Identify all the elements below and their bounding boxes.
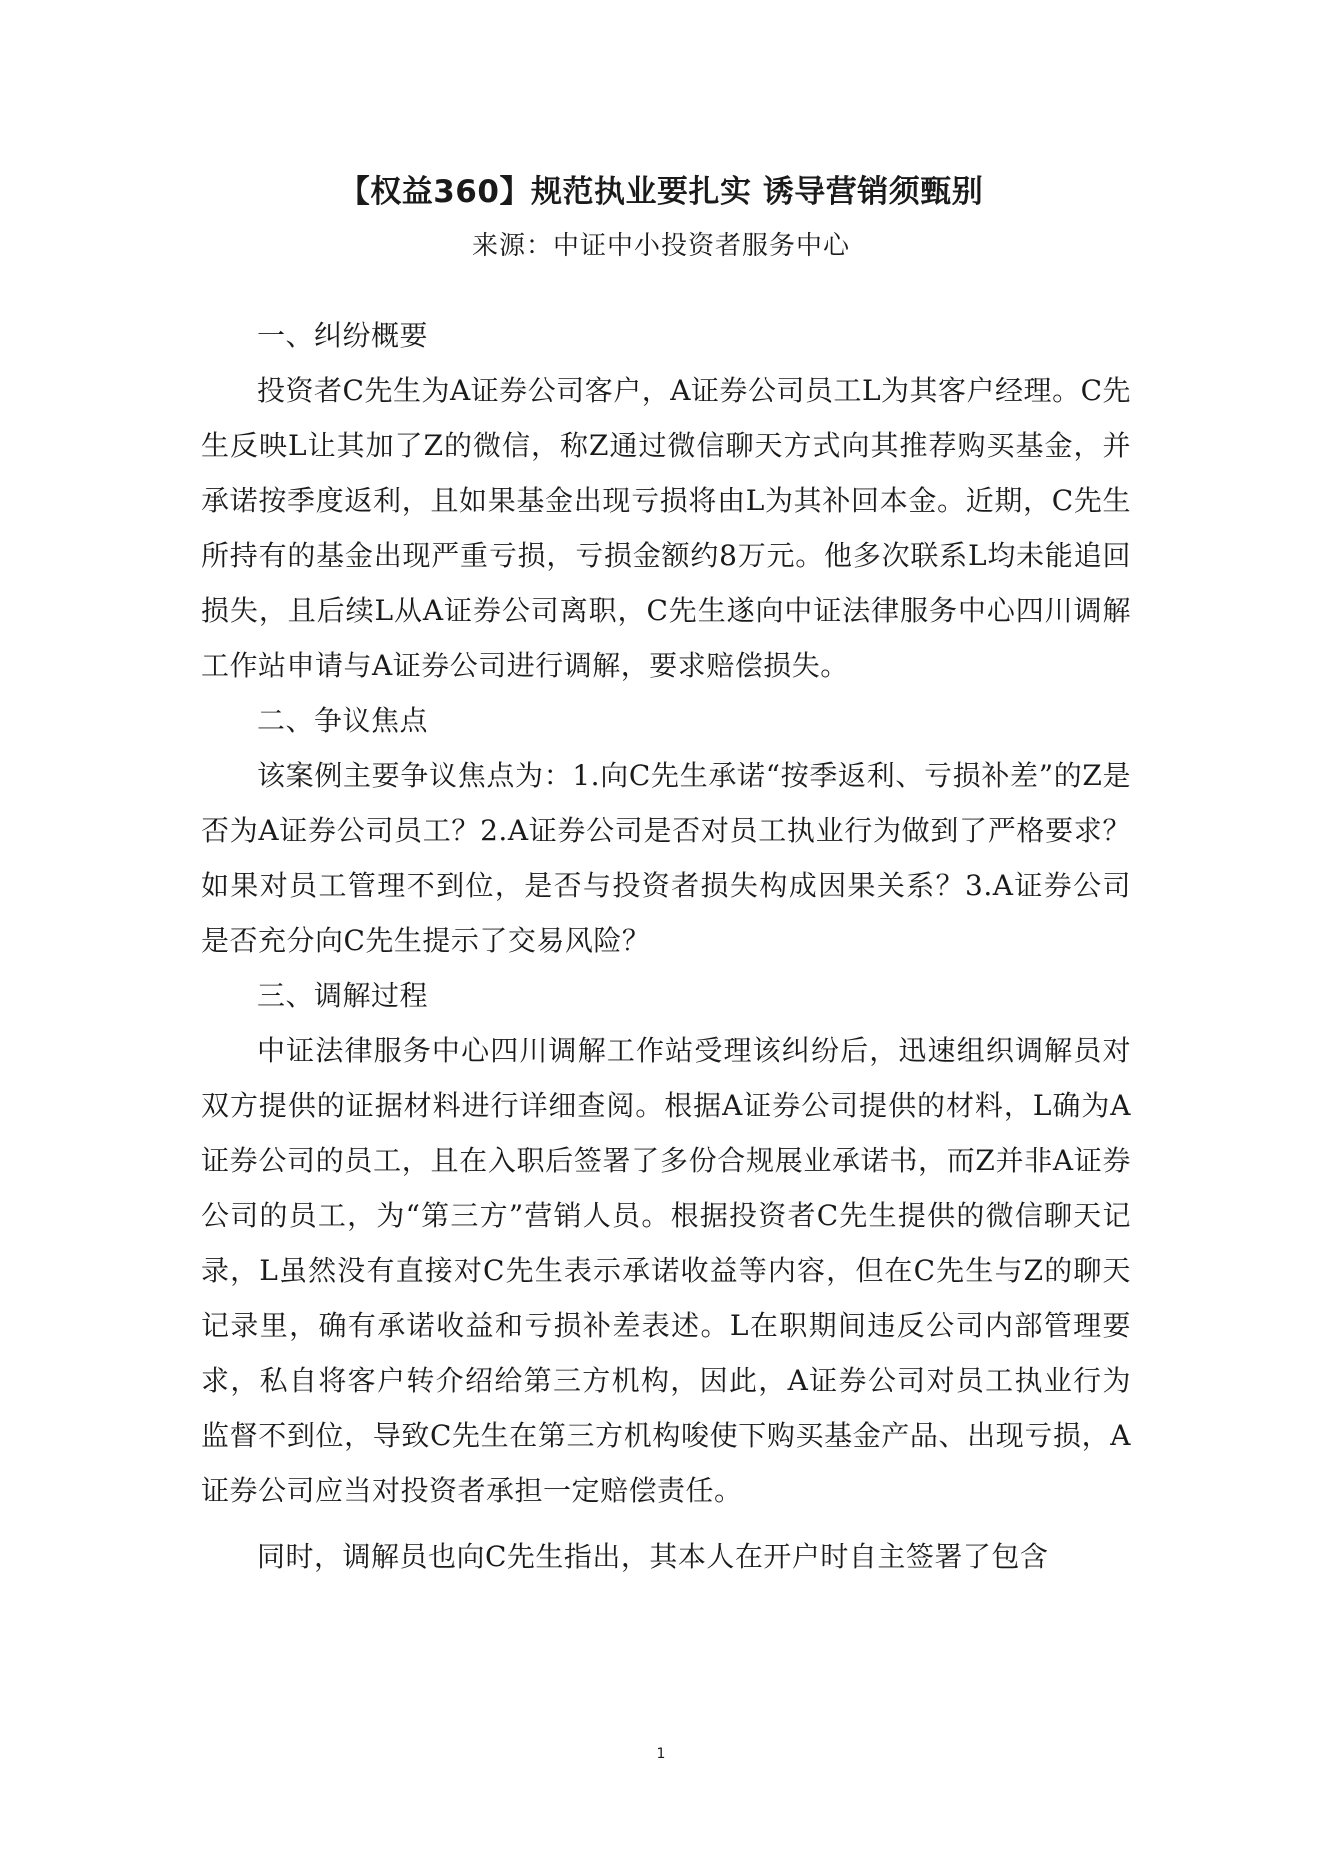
body-paragraph: 中证法律服务中心四川调解工作站受理该纠纷后，迅速组织调解员对双方提供的证据材料进行详细查阅。根据A证券公司提供的材料，L确为A证券公司的员工，且在入职后签署了多份合规展业承诺书，而Z并非A证券公司的员工，为“第三方”营销人员。根据投资者C先生提供的微信聊天记录，L虽然没有直接对C先生表示承诺收益等内容，但在C先生与Z的聊天记录里，确有承诺收益和亏损补差表述。L在职期间违反公司内部管理要求，私自将客户转介绍给第三方机构，因此，A证券公司对员工执业行为监督不到位，导致C先生在第三方机构唆使下购买基金产品、出现亏损，A证券公司应当对投资者承担一定赔偿责任。 — [201, 1034, 1131, 1507]
section-heading-dispute-summary: 一、纠纷概要 — [257, 319, 429, 352]
body-paragraph: 该案例主要争议焦点为：1.向C先生承诺“按季返利、亏损补差”的Z是否为A证券公司员工？2.A证券公司是否对员工执业行为做到了严格要求？如果对员工管理不到位，是否与投资者损失构成因果关系？3.A证券公司是否充分向C先生提示了交易风险？ — [201, 759, 1131, 957]
body-paragraph: 投资者C先生为A证券公司客户，A证券公司员工L为其客户经理。C先生反映L让其加了Z的微信，称Z通过微信聊天方式向其推荐购买基金，并承诺按季度返利，且如果基金出现亏损将由L为其补回本金。近期，C先生所持有的基金出现严重亏损，亏损金额约8万元。他多次联系L均未能追回损失，且后续L从A证券公司离职，C先生遂向中证法律服务中心四川调解工作站申请与A证券公司进行调解，要求赔偿损失。 — [201, 374, 1131, 682]
body-paragraph: 同时，调解员也向C先生指出，其本人在开户时自主签署了包含 — [257, 1540, 1049, 1573]
document-title: 【权益360】规范执业要扎实 诱导营销须甄别 — [338, 174, 984, 210]
section-heading-mediation-process: 三、调解过程 — [257, 979, 429, 1012]
document-body — [201, 308, 1131, 1584]
section-heading-dispute-focus: 二、争议焦点 — [257, 704, 429, 737]
page-number: 1 — [656, 1746, 666, 1762]
document-source: 来源：中证中小投资者服务中心 — [471, 231, 850, 261]
